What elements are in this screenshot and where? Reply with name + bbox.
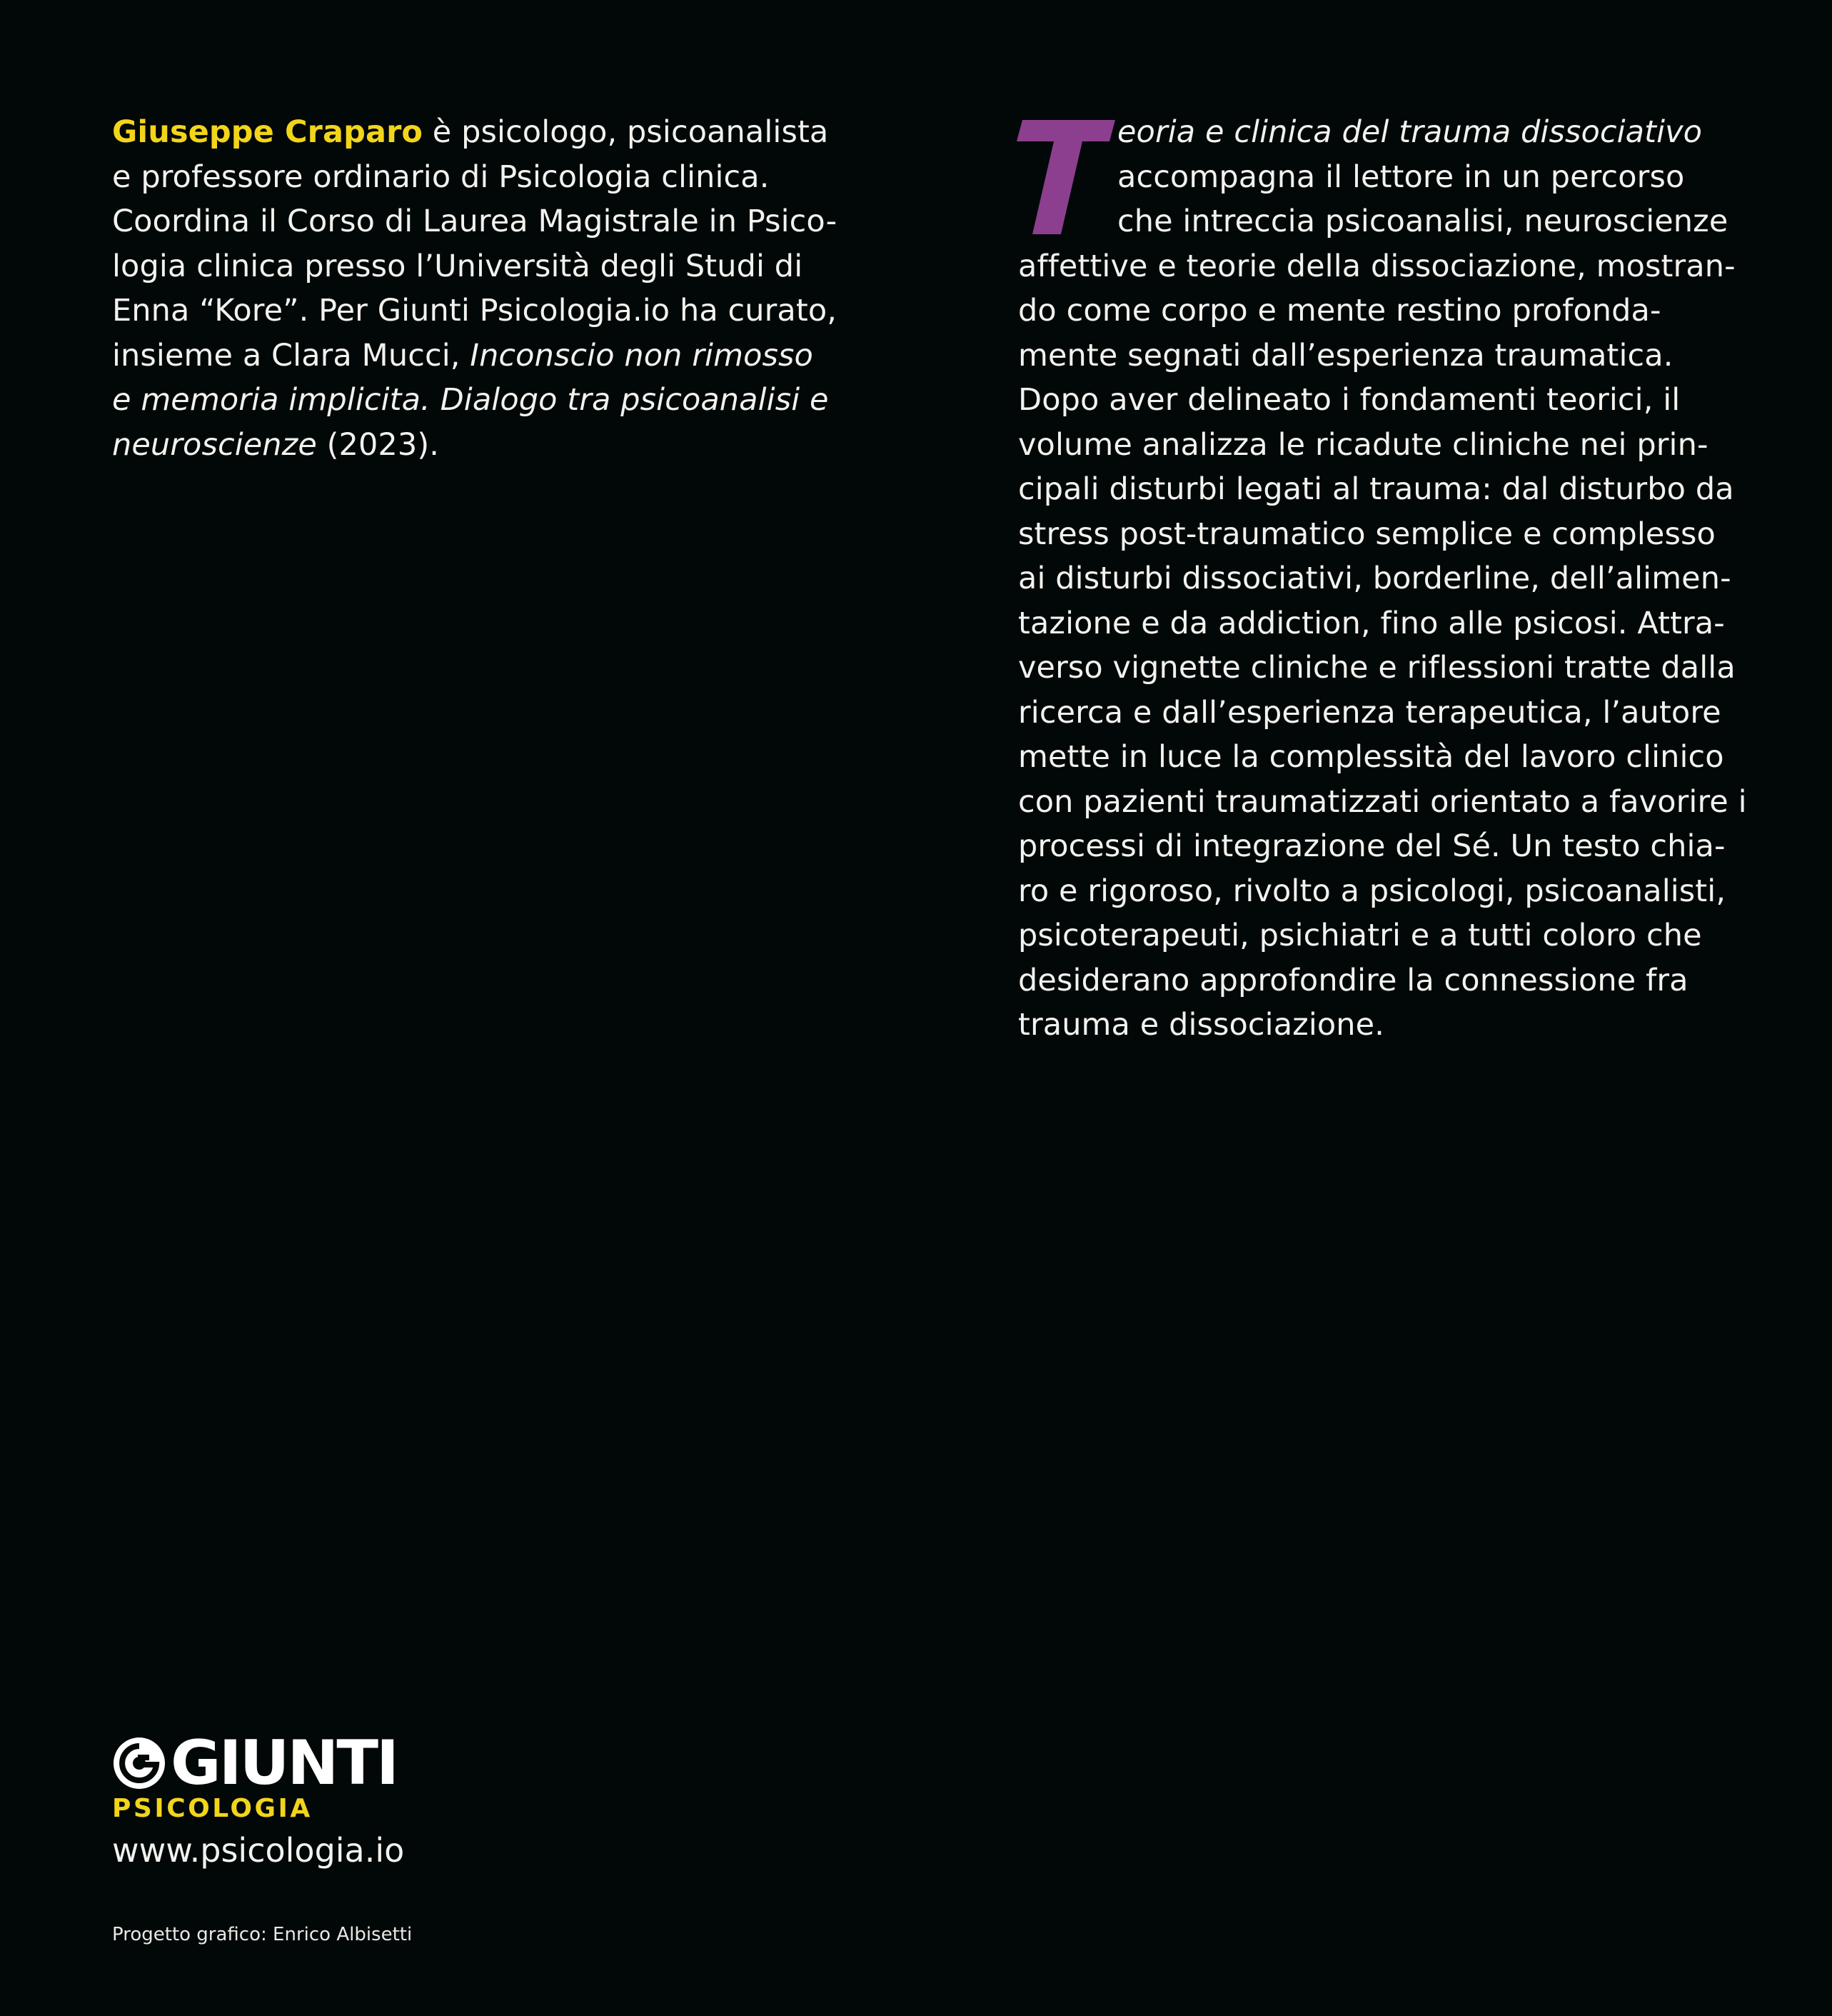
description-line: do come corpo e mente restino profonda- bbox=[1018, 293, 1661, 329]
design-credits: Progetto grafico: Enrico Albisetti bbox=[112, 1924, 413, 1945]
description-line: psicoterapeuti, psichiatri e a tutti coloro che bbox=[1018, 918, 1702, 953]
description-line: verso vignette cliniche e riflessioni tratte dalla bbox=[1018, 650, 1736, 686]
author-bio-line-3: Coordina il Corso di Laurea Magistrale in Psico- bbox=[112, 204, 837, 239]
description-line: con pazienti traumatizzati orientato a favorire i bbox=[1018, 783, 1747, 820]
description-line: processi di integrazione del Sé. Un testo chia- bbox=[1018, 828, 1726, 864]
author-bio-line-4: logia clinica presso l’Università degli Studi di bbox=[112, 248, 803, 284]
description-line: ai disturbi dissociativi, borderline, dell’alimen- bbox=[1018, 561, 1731, 596]
publisher-logo bbox=[112, 1727, 412, 1823]
description-line: trauma e dissociazione. bbox=[1018, 1007, 1384, 1043]
author-bio-text: insieme a Clara Mucci, bbox=[112, 337, 470, 373]
description-line: mente segnati dall’esperienza traumatica. bbox=[1018, 337, 1674, 373]
author-name: Giuseppe Craparo bbox=[112, 114, 423, 150]
description-line: ro e rigoroso, rivolto a psicologi, psicoanalisti, bbox=[1018, 873, 1726, 909]
description-line: affettive e teorie della dissociazione, mostran- bbox=[1018, 248, 1736, 284]
giunti-g-icon bbox=[112, 1736, 166, 1790]
description-line: desiderano approfondire la connessione fra bbox=[1018, 962, 1688, 998]
author-bio-text: è psicologo, psicoanalista bbox=[423, 114, 829, 150]
author-bio-line-8 bbox=[112, 423, 826, 468]
logo-row bbox=[112, 1727, 412, 1799]
publisher-imprint: PSICOLOGIA bbox=[112, 1794, 313, 1823]
author-bio-line-2: e professore ordinario di Psicologia clinica. bbox=[112, 159, 770, 195]
description-line: mette in luce la complessità del lavoro clinico bbox=[1018, 739, 1724, 775]
book-title-italic: neuroscienze bbox=[112, 426, 317, 463]
description-line: volume analizza le ricadute cliniche nei prin- bbox=[1018, 426, 1708, 463]
description-line: cipali disturbi legati al trauma: dal disturbo da bbox=[1018, 471, 1734, 507]
description-line: accompagna il lettore in un percorso bbox=[1117, 159, 1685, 195]
description-line: che intreccia psicoanalisi, neuroscienze bbox=[1117, 204, 1728, 239]
publisher-wordmark: GIUNTI bbox=[171, 1727, 398, 1799]
description-line: stress post-traumatico semplice e complesso bbox=[1018, 516, 1716, 552]
author-bio-line-6 bbox=[112, 334, 826, 378]
book-title-italic: Inconscio non rimosso bbox=[470, 337, 813, 373]
publisher-website[interactable]: www.psicologia.io bbox=[112, 1831, 405, 1870]
description-line: Dopo aver delineato i fondamenti teorici, il bbox=[1018, 382, 1681, 418]
description-line: tazione e da addiction, fino alle psicosi. Attra- bbox=[1018, 605, 1725, 641]
author-bio-line-7: e memoria implicita. Dialogo tra psicoanalisi e bbox=[112, 382, 829, 418]
book-description bbox=[1018, 110, 1747, 1048]
author-bio-line-5: Enna “Kore”. Per Giunti Psicologia.io ha curato, bbox=[112, 293, 837, 329]
description-line: ricerca e dall’esperienza terapeutica, l’autore bbox=[1018, 694, 1721, 731]
description-title-line: eoria e clinica del trauma dissociativo bbox=[1117, 114, 1703, 150]
author-bio-text: (2023). bbox=[316, 426, 439, 463]
author-bio-line-1 bbox=[112, 110, 829, 155]
author-bio bbox=[112, 110, 837, 467]
